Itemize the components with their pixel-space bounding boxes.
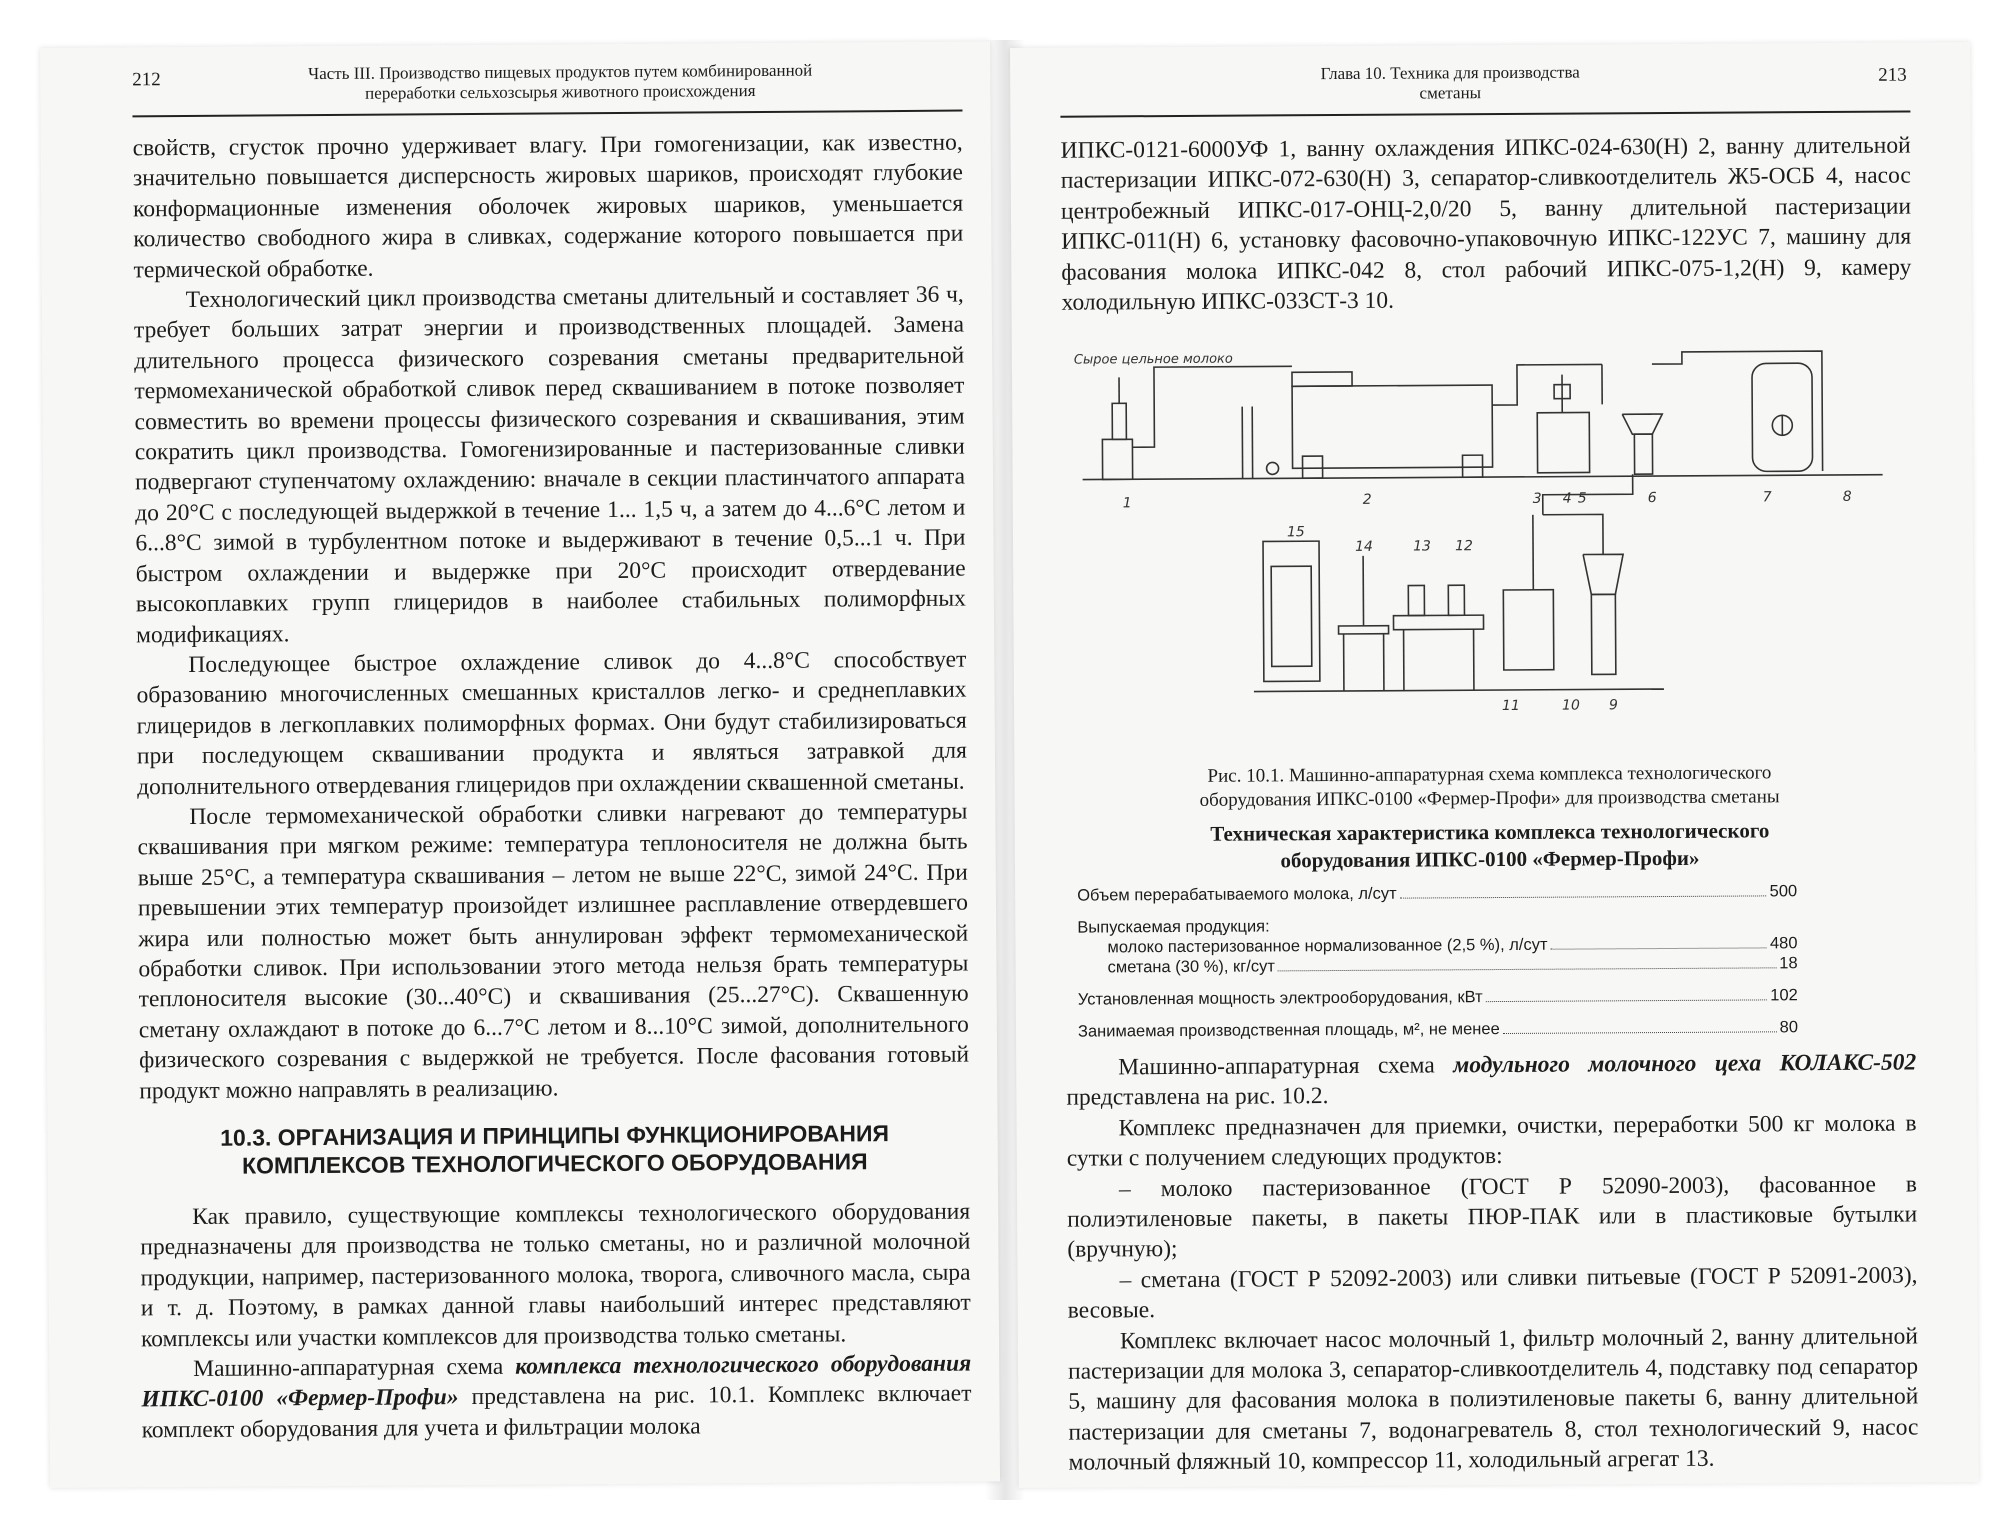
spec-row-area (1078, 1017, 1798, 1041)
unit-9-packaging (1583, 554, 1623, 594)
figure-label: 1 (1122, 495, 1132, 512)
paragraph: Последующее быстрое охлаждение сливок до 4...8°С способствует образованию многочисленных смешанных кристаллов легко- и среднеплавких глицеридов в легкоплавких полиморфных формах. Они будут стабилизироваться при последующем сквашивании продукта и являться затравкой для дополнительного отвердевания глицеридов при охлаждении сквашенной сметаны. (136, 646, 968, 800)
right-running-header (1260, 62, 1640, 104)
right-page-number: 213 (1878, 64, 1907, 86)
spec-label: молоко пастеризованное нормализованное (2,5 %), л/сут (1107, 935, 1548, 957)
unit-14-table (1339, 626, 1389, 634)
text-run: представлена на рис. 10.1. Комплекс включает комплект оборудования для учета и фильтрации молока (141, 1380, 972, 1444)
spec-value: 500 (1769, 882, 1798, 901)
paragraph: – сметана (ГОСТ Р 52092-2003) или сливки питьевые (ГОСТ Р 52091-2003), весовые. (1067, 1262, 1918, 1324)
unit-10-vat (1503, 590, 1553, 670)
paragraph: Комплекс включает насос молочный 1, фильтр молочный 2, ванну длительной пастеризации для молока 3, сепаратор-сливкоотделитель 4, подставку под сепаратор 5, машину для фасования молока в полиэтиленовые пакеты 6, ванну длительной пастеризации для сметаны 7, водонагреватель 8, стол технологический 9, насос молочный фляжный 10, компрессор 11, холодильный агрегат 13. (1068, 1323, 1919, 1476)
left-header-rule (132, 110, 962, 118)
paragraph: свойств, сгусток прочно удерживает влагу. При гомогенизации, как известно, значительно повышается дисперсность жировых шариков, происходят глубокие конформационные изменения оболочек жировых шариков, уменьшается количество свободного жира в сливках, содержание которого повышается при термической обработке. (132, 129, 964, 283)
figure-label: 3 (1532, 490, 1542, 507)
unit-1-filter (1102, 439, 1132, 479)
figure-label: 7 (1762, 489, 1772, 506)
right-page (1010, 42, 1979, 1488)
specs-title (1075, 817, 1905, 876)
left-page-body (133, 128, 972, 1446)
figure-label: 5 (1577, 490, 1587, 507)
right-header-line1: Глава 10. Техника для производства (1320, 62, 1580, 84)
paragraph-koloks (1066, 1047, 1916, 1113)
leader-dots (1278, 967, 1776, 971)
specs-title-line1: Техническая характеристика комплекса технологического (1210, 818, 1770, 846)
paragraph: Как правило, существующие комплексы технологического оборудования предназначены для производства не только сметаны, но и различной молочной продукции, например, пастеризованного молока, творога, сливочного масла, сыра и т. д. Поэтому, в рамках данной главы наибольший интерес представляют комплексы или участки комплексов для производства только сметаны. (140, 1198, 971, 1352)
spec-label: Занимаемая производственная площадь, м², не менее (1077, 1020, 1500, 1041)
emphasis-complex-name: комплекса технологического оборудования ИПКС-0100 «Фермер-Профи» (141, 1350, 972, 1413)
leader-dots (1400, 895, 1767, 898)
figure-label: 9 (1608, 697, 1618, 714)
leader-dots (1486, 999, 1768, 1002)
spec-value: 18 (1779, 954, 1798, 973)
figure-label: 11 (1501, 697, 1520, 715)
left-header-line1: Часть III. Производство пищевых продуктов путем комбинированной (308, 60, 813, 84)
paragraph: ИПКС-0121-6000УФ 1, ванну охлаждения ИПКС-024-630(Н) 2, ванну длительной пастеризации ИПКС-072-630(Н) 3, сепаратор-сливкоотделитель Ж5-ОСБ 4, насос центробежный ИПКС-017-ОНЦ-2,0/20 5, ванну длительной пастеризации ИПКС-011(Н) 6, установку фасовочно-упаковочную ИПКС-122УС 7, машину для фасования молока ИПКС-042 8, стол рабочий ИПКС-075-1,2(Н) 9, камеру холодильную ИПКС-033СТ-3 10. (1060, 132, 1912, 316)
paragraph-figure-reference (141, 1349, 972, 1446)
paragraph: – молоко пастеризованное (ГОСТ Р 52090-2003), фасованное в полиэтиленовые пакеты, в пакеты ПЮР-ПАК или в пластиковые бутылки (вручную); (1067, 1171, 1918, 1264)
section-title (140, 1119, 970, 1181)
figure-label: 6 (1647, 490, 1657, 507)
section-title-line2: КОМПЛЕКСОВ ТЕХНОЛОГИЧЕСКОГО ОБОРУДОВАНИЯ (241, 1148, 868, 1179)
figure-label: 2 (1362, 491, 1372, 508)
spec-label: сметана (30 %), кг/сут (1107, 957, 1275, 977)
raw-milk-inlet-label: Сырое цельное молоко (1073, 351, 1233, 368)
left-page-number: 212 (132, 69, 161, 91)
figure-label: 14 (1355, 538, 1373, 555)
caption-line1: Рис. 10.1. Машинно-аппаратурная схема комплекса технологического (1207, 762, 1772, 787)
figure-label: 12 (1455, 538, 1473, 555)
paragraph: Технологический цикл производства сметаны длительный и составляет 36 ч, требует больших затрат энергии и производственных площадей. Замена длительного процесса физического созревания сметаны предварительной термомеханической обработкой сливок перед сквашиванием в потоке позволяет совместить во времени процессы физического созревания и сквашивания, этим сократить цикл производства. Гомогенизированные и пастеризованные сливки подвергают ступенчатому охлаждению: вначале в секции пластинчатого аппарата до 20°С с последующей выдержкой в течение 1... 1,5 ч, а затем до 4...6°С летом и 6...8°С зимой в турбулентном потоке и выдерживают в течение 0,5...1 ч. При быстром охлаждении и выдержке при 20°С происходит отвердевание высокоплавких групп глицеридов в наиболее стабильных полиморфных модификациях. (133, 281, 966, 648)
right-page-body (1066, 1047, 1919, 1478)
spec-value: 102 (1770, 986, 1798, 1005)
leader-dots (1503, 1031, 1777, 1034)
figure-label: 13 (1413, 538, 1431, 555)
specs-list (1077, 881, 1798, 1041)
equipment-list-paragraph (1061, 131, 1912, 319)
text-run: Машинно-аппаратурная схема (193, 1353, 516, 1382)
text-run: Машинно-аппаратурная схема (1118, 1052, 1454, 1081)
figure-label: 15 (1286, 524, 1305, 541)
left-running-header (230, 60, 890, 105)
leader-dots (1551, 947, 1767, 949)
spec-value: 80 (1779, 1018, 1799, 1037)
spec-label: Выпускаемая продукция: (1077, 917, 1270, 937)
left-page (40, 41, 1000, 1488)
emphasis-module-name: модульного молочного цеха КОЛАКС-502 (1453, 1049, 1917, 1079)
spec-label: Объем перерабатываемого молока, л/сут (1077, 884, 1397, 905)
spec-label: Установленная мощность электрооборудования, кВт (1077, 988, 1483, 1009)
right-header-line2: сметаны (1419, 83, 1482, 103)
paragraph: После термомеханической обработки сливки нагревают до температуры сквашивания при мягком режиме: температура теплоносителя не должна быть выше 25°С, а температура сквашивания – летом не выше 22°С, зимой 24°С. При превышении этих температур произойдет излишнее расплавление отвердевшего жира или полностью может быть аннулирован эффект термомеханической обработки сливок. При использовании этого метода нельзя брать температуры теплоносителя высокие (30...40°С) и сквашивания (25...27°С). Сквашенную сметану охлаждают в потоке до 6...7°С летом и 8...10°С зимой, дополнительного физического созревания с выдержкой не требуется. После фасования готовый продукт можно направлять в реализацию. (137, 798, 970, 1104)
caption-line2: оборудования ИПКС-0100 «Фермер-Профи» для производства сметаны (1199, 786, 1780, 811)
figure-label: 4 (1562, 490, 1572, 507)
right-header-rule (1060, 111, 1910, 118)
paragraph: Комплекс предназначен для приемки, очистки, переработки 500 кг молока в сутки с получением следующих продуктов: (1066, 1110, 1917, 1172)
figure-label: 10 (1561, 697, 1580, 714)
unit-13-12-filling-machines (1393, 615, 1483, 630)
section-title-line1: 10.3. ОРГАНИЗАЦИЯ И ПРИНЦИПЫ ФУНКЦИОНИРОВАНИЯ (220, 1120, 890, 1151)
text-run: представлена на рис. 10.2. (1066, 1083, 1329, 1112)
unit-4-separator (1622, 414, 1662, 434)
equipment-scheme-figure (1062, 342, 1915, 767)
spec-value: 480 (1769, 934, 1798, 953)
unit-3-pasteurizer (1537, 412, 1589, 472)
left-header-line2: переработки сельхозсырья животного происхождения (365, 81, 756, 103)
figure-caption (1074, 761, 1904, 814)
specs-title-line2: оборудования ИПКС-0100 «Фермер-Профи» (1280, 845, 1700, 873)
figure-label: 8 (1842, 488, 1852, 505)
